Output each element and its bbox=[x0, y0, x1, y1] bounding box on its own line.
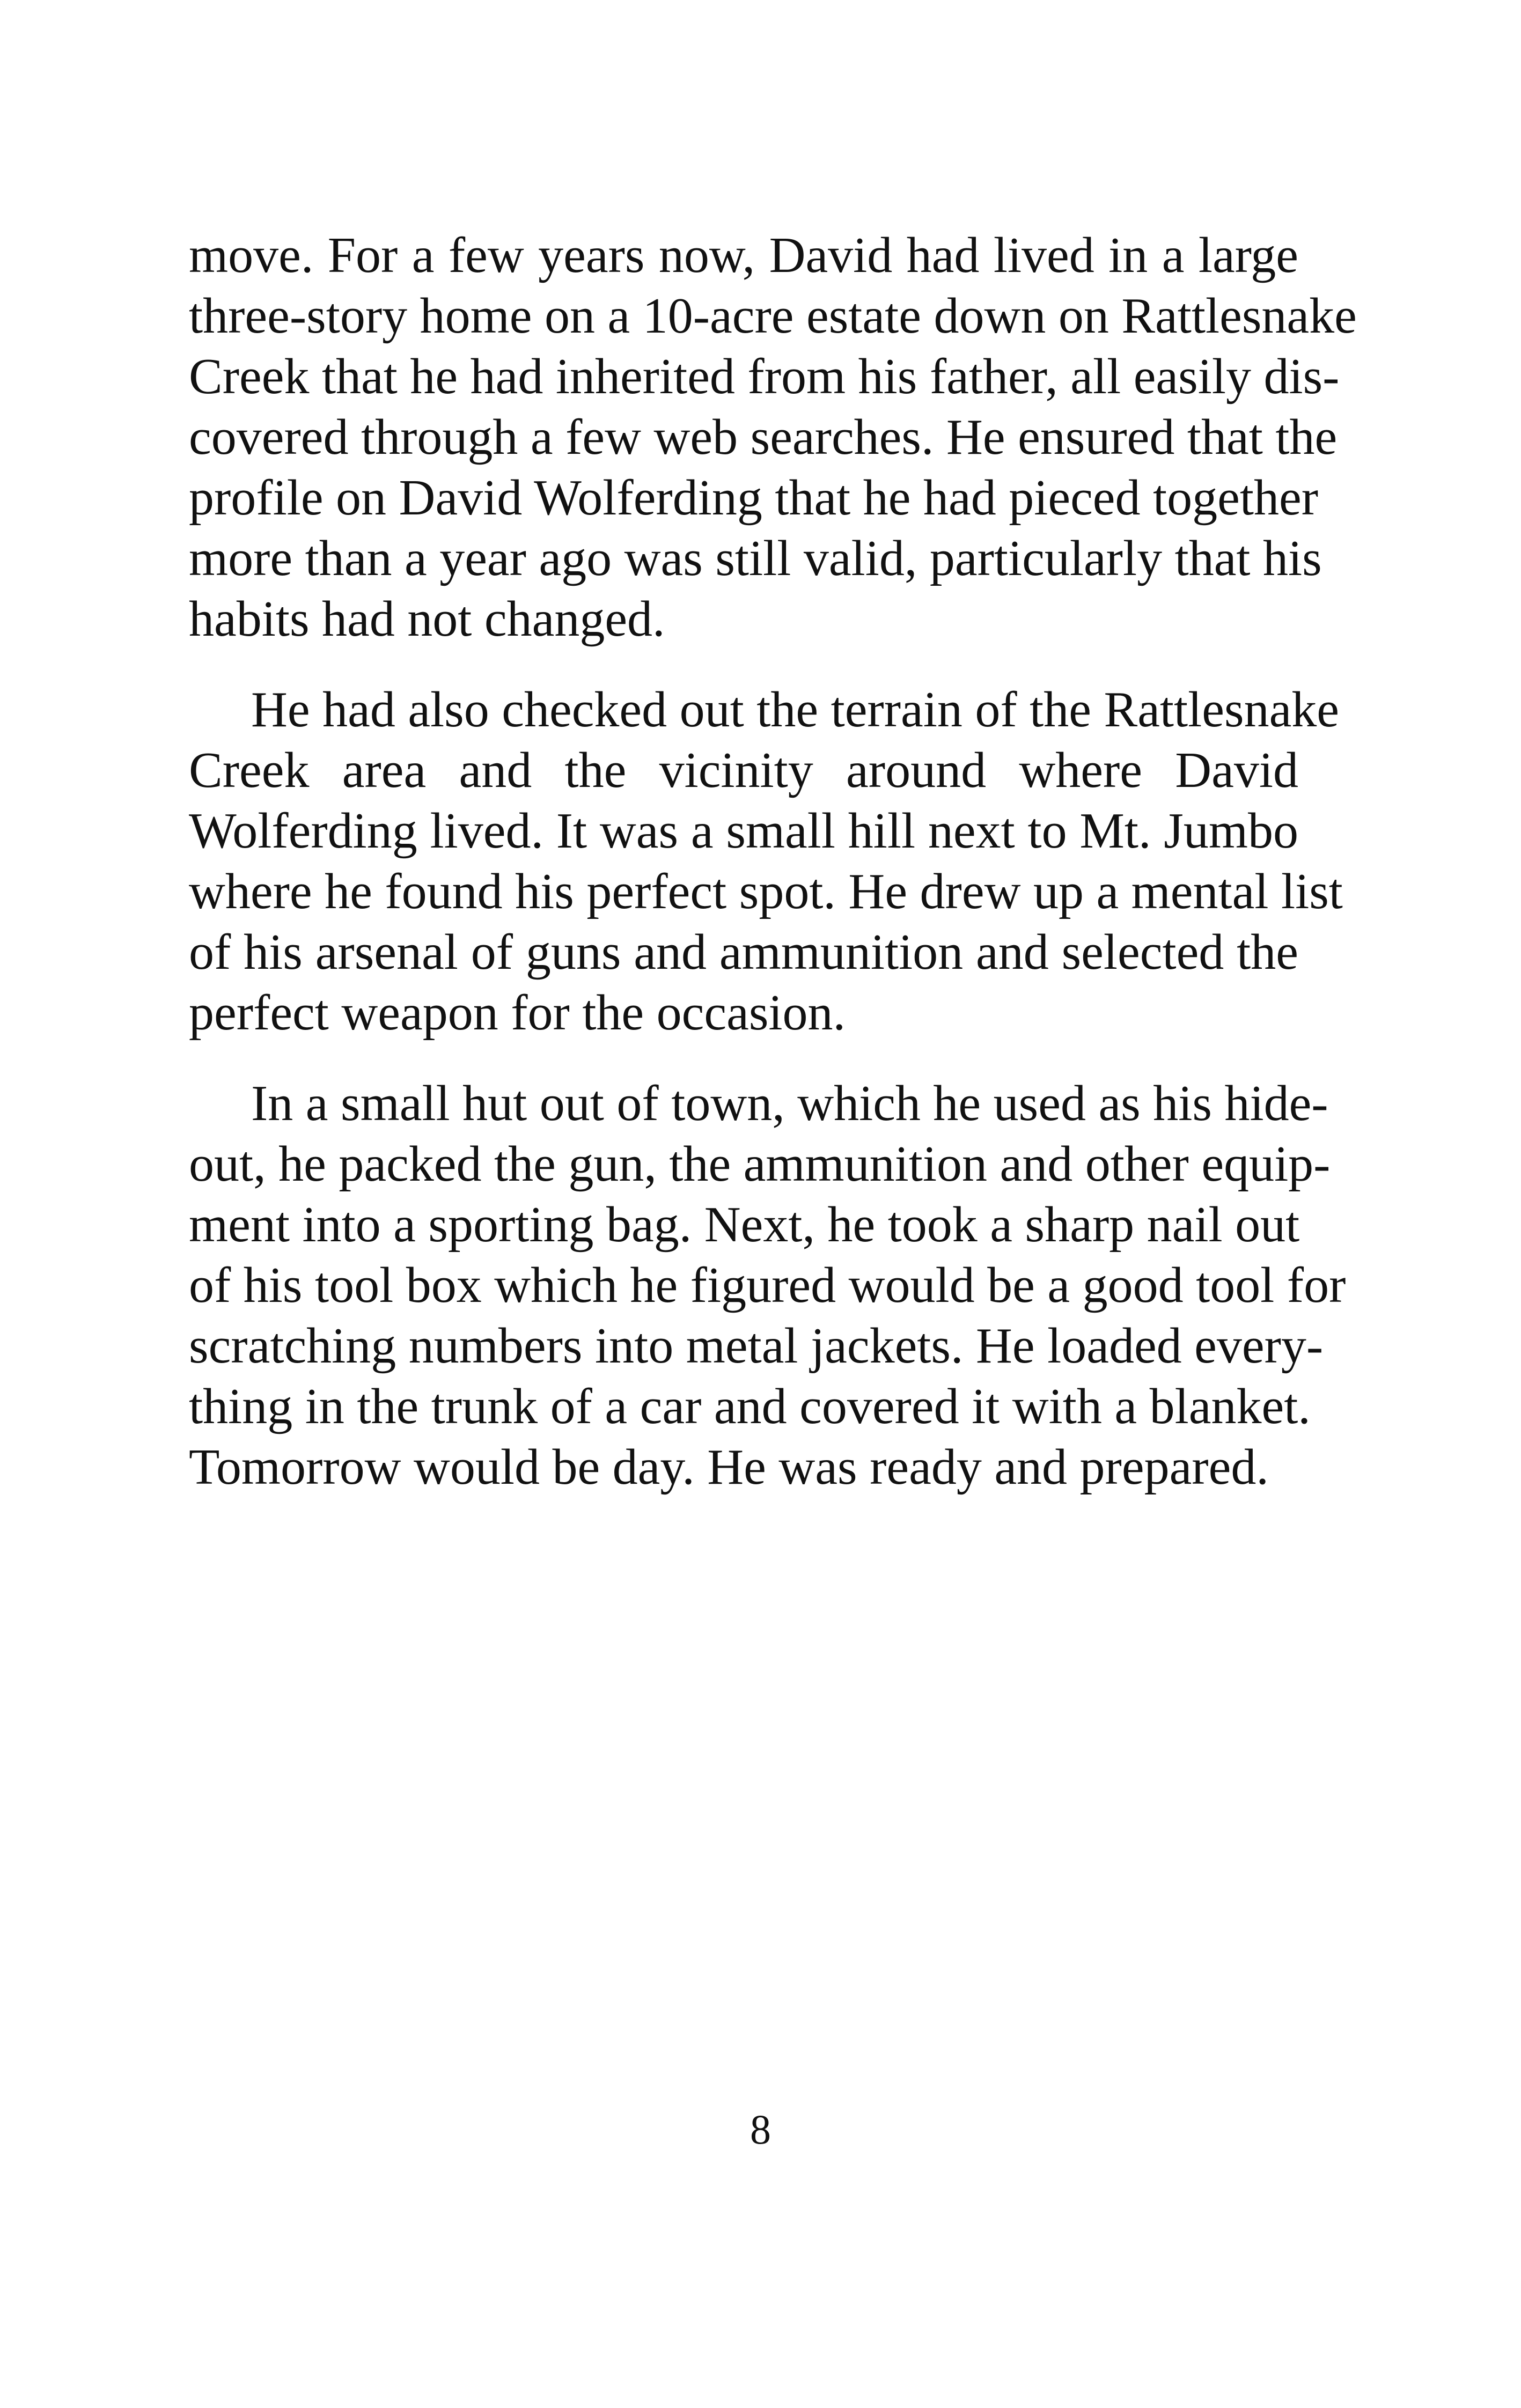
text-line: profile on David Wolferding that he had pieced together bbox=[189, 470, 1318, 526]
text-line: thing in the trunk of a car and covered it with a blanket. bbox=[189, 1379, 1311, 1434]
text-line: He had also checked out the terrain of the Rattlesnake bbox=[251, 682, 1340, 738]
text-line: In a small hut out of town, which he used as his hide- bbox=[251, 1076, 1328, 1131]
text-line: out, he packed the gun, the ammunition and other equip- bbox=[189, 1136, 1331, 1192]
text-line: move. For a few years now, David had lived in a large bbox=[189, 227, 1298, 283]
text-line: ment into a sporting bag. Next, he took a sharp nail out bbox=[189, 1197, 1300, 1253]
paragraph-3 bbox=[189, 1073, 1346, 1498]
paragraph-1 bbox=[189, 225, 1357, 650]
text-line: more than a year ago was still valid, particularly that his bbox=[189, 531, 1322, 586]
text-line: Wolferding lived. It was a small hill next to Mt. Jumbo bbox=[189, 803, 1298, 859]
text-line: Tomorrow would be day. He was ready and prepared. bbox=[189, 1439, 1269, 1495]
text-line: where he found his perfect spot. He drew up a mental list bbox=[189, 864, 1343, 919]
text-line: of his arsenal of guns and ammunition and selected the bbox=[189, 924, 1298, 980]
text-line: of his tool box which he figured would be a good tool for bbox=[189, 1257, 1346, 1313]
body-text bbox=[189, 225, 1357, 1498]
text-line: Creek area and the vicinity around where David bbox=[189, 742, 1298, 798]
text-line: covered through a few web searches. He ensured that the bbox=[189, 409, 1338, 465]
text-line: perfect weapon for the occasion. bbox=[189, 985, 846, 1041]
text-line: scratching numbers into metal jackets. He loaded every- bbox=[189, 1318, 1324, 1374]
text-line: Creek that he had inherited from his father, all easily dis- bbox=[189, 349, 1340, 404]
text-line: three-story home on a 10-acre estate down on Rattlesnake bbox=[189, 288, 1357, 344]
page-number: 8 bbox=[750, 2106, 771, 2153]
paragraph-2 bbox=[189, 680, 1343, 1043]
text-line: habits had not changed. bbox=[189, 591, 665, 647]
